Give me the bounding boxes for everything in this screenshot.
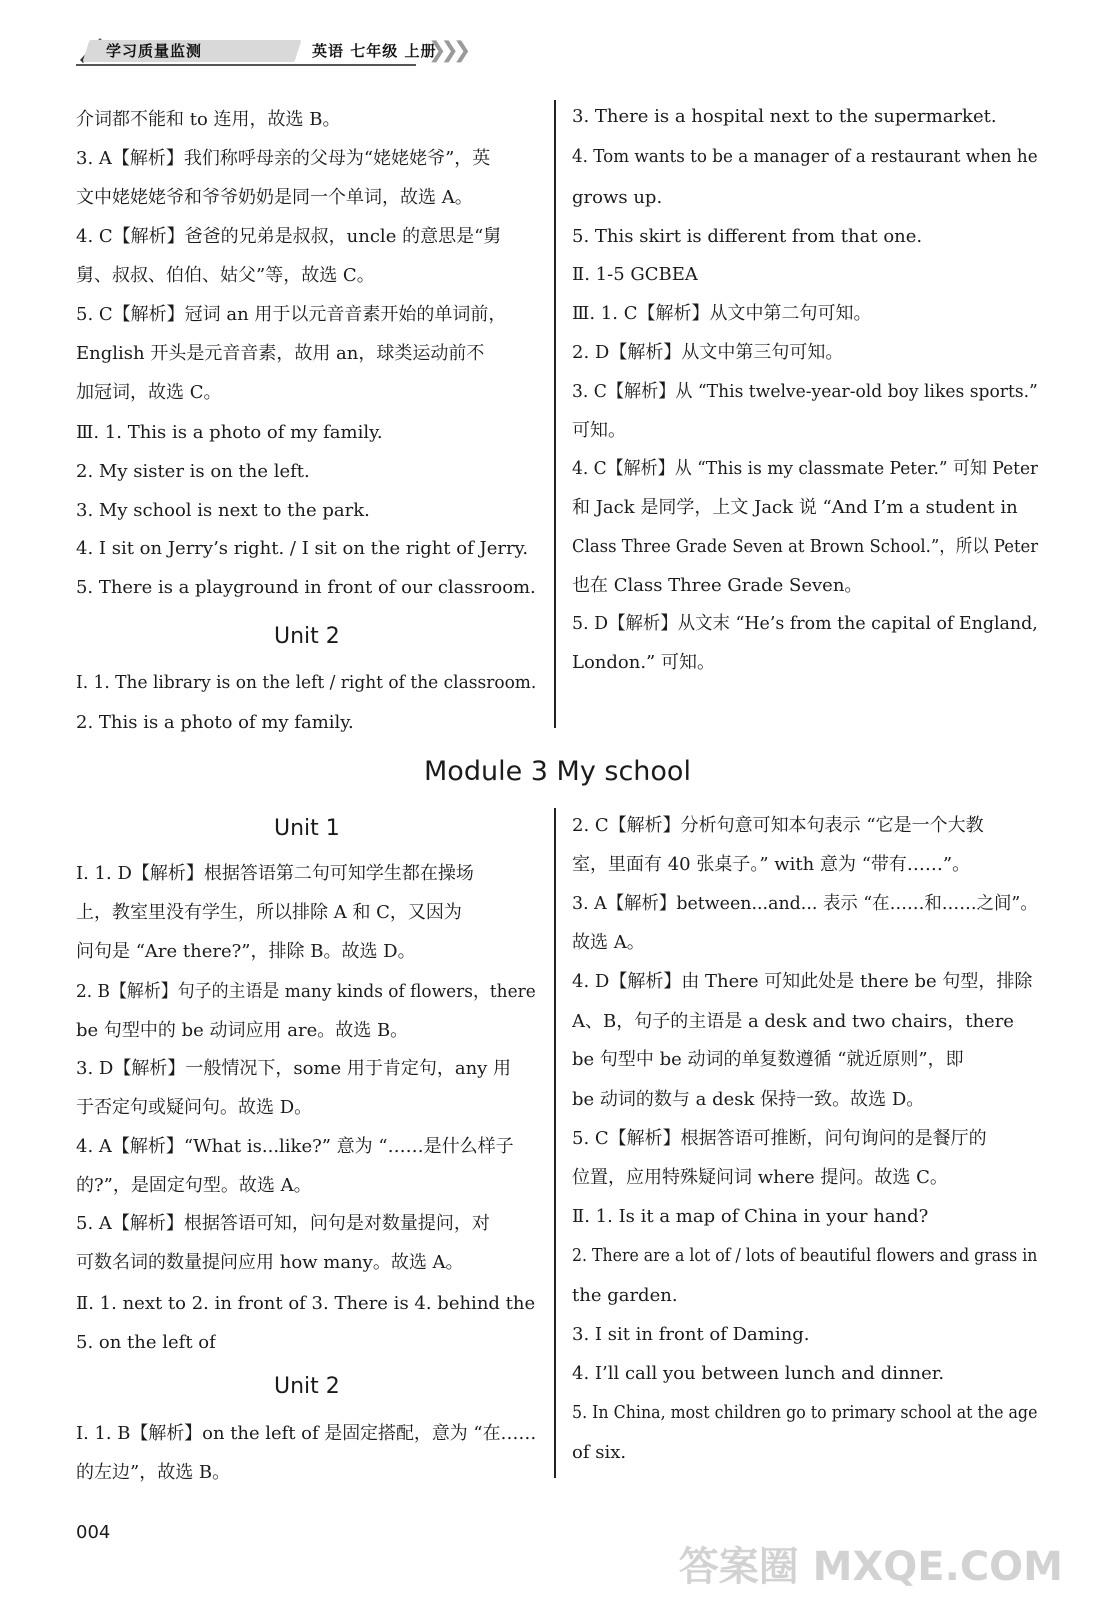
answer-line: London.” 可知。 [572, 652, 715, 673]
answer-line: English 开头是元音音素，故用 an，球类运动前不 [76, 343, 485, 364]
answer-line: 3. There is a hospital next to the supermarket. [572, 106, 997, 127]
page-number: 004 [76, 1522, 111, 1543]
answer-line: 和 Jack 是同学，上文 Jack 说 “And I’m a student in [572, 497, 1018, 518]
answer-line: be 动词的数与 a desk 保持一致。故选 D。 [572, 1089, 925, 1110]
unit-1-heading: Unit 1 [274, 816, 340, 841]
answer-line: 5. This skirt is different from that one. [572, 226, 923, 247]
watermark-logo: 答案圈 MXQE.COM [678, 1544, 1063, 1590]
answer-line: 故选 A。 [572, 932, 645, 953]
answer-line: 的左边”，故选 B。 [76, 1462, 231, 1483]
unit-2-heading-lower: Unit 2 [274, 1374, 340, 1399]
series-label: 学习质量监测 [106, 42, 203, 60]
answer-line: Ⅲ. 1. C【解析】从文中第二句可知。 [572, 303, 872, 324]
answer-line: 问句是 “Are there?”，排除 B。故选 D。 [76, 941, 416, 962]
subject-label: 英语 七年级 上册 [312, 42, 437, 60]
answer-line: 4. I’ll call you between lunch and dinner. [572, 1363, 945, 1384]
answer-line: 4. C【解析】从 “This is my classmate Peter.” 可知 Peter [572, 458, 1039, 479]
answer-line: 4. I sit on Jerry’s right. / I sit on the right of Jerry. [76, 538, 529, 559]
answer-line: Class Three Grade Seven at Brown School.”，所以 Peter [572, 536, 1039, 557]
column-divider-bottom [554, 808, 556, 1478]
answer-line: Ⅱ. 1. next to 2. in front of 3. There is 4. behind the [76, 1293, 536, 1314]
answer-line: Ⅱ. 1-5 GCBEA [572, 264, 698, 285]
answer-line: 5. In China, most children go to primary school at the age [572, 1402, 1038, 1423]
answer-line: 2. There are a lot of / lots of beautiful flowers and grass in [572, 1245, 1038, 1266]
answer-line: 5. D【解析】从文末 “He’s from the capital of England, [572, 613, 1038, 634]
answer-line: 3. A【解析】between...and... 表示 “在……和……之间”。 [572, 893, 1038, 914]
answer-line: 可数名词的数量提问应用 how many。故选 A。 [76, 1252, 464, 1273]
answer-line: 4. D【解析】由 There 可知此处是 there be 句型，排除 [572, 971, 1033, 992]
answer-line: 的?”，是固定句型。故选 A。 [76, 1175, 312, 1196]
answer-line: 3. I sit in front of Daming. [572, 1324, 810, 1345]
answer-line: 2. D【解析】从文中第三句可知。 [572, 342, 844, 363]
answer-line: 5. C【解析】根据答语可推断，问句询问的是餐厅的 [572, 1128, 987, 1149]
answer-line: 室，里面有 40 张桌子。” with 意为 “带有……”。 [572, 854, 971, 875]
answer-line: 5. C【解析】冠词 an 用于以元音音素开始的单词前， [76, 304, 507, 325]
answer-line: of six. [572, 1442, 627, 1463]
answer-line: 3. A【解析】我们称呼母亲的父母为“姥姥姥爷”，英 [76, 148, 491, 169]
answer-line: 可知。 [572, 420, 626, 441]
column-divider-top [554, 100, 556, 728]
answer-line: 2. B【解析】句子的主语是 many kinds of flowers，there [76, 981, 536, 1002]
answer-line: 舅、叔叔、伯伯、姑父”等，故选 C。 [76, 265, 375, 286]
answer-line: 于否定句或疑问句。故选 D。 [76, 1097, 313, 1118]
answer-line: A、B，句子的主语是 a desk and two chairs，there [572, 1011, 1014, 1032]
module-title: Module 3 My school [424, 756, 691, 787]
answer-line: grows up. [572, 187, 663, 208]
chevron-right-icon: ❯❯❯ [428, 38, 466, 63]
answer-line: Ⅰ. 1. B【解析】on the left of 是固定搭配，意为 “在…… [76, 1423, 537, 1444]
answer-line: Ⅰ. 1. The library is on the left / right of the classroom. [76, 672, 537, 693]
answer-line: Ⅲ. 1. This is a photo of my family. [76, 422, 383, 443]
series-badge [82, 40, 301, 62]
answer-line: 5. A【解析】根据答语可知，问句是对数量提问，对 [76, 1213, 490, 1234]
answer-line: 4. A【解析】“What is...like?” 意为 “……是什么样子 [76, 1136, 514, 1157]
answer-line: 4. Tom wants to be a manager of a restaurant when he [572, 146, 1038, 167]
answer-line: 3. D【解析】一般情况下，some 用于肯定句，any 用 [76, 1058, 512, 1079]
answer-line: Ⅰ. 1. D【解析】根据答语第二句可知学生都在操场 [76, 863, 474, 884]
answer-line: 2. My sister is on the left. [76, 461, 310, 482]
answer-line: 3. C【解析】从 “This twelve-year-old boy likes sports.” [572, 381, 1038, 402]
answer-line: 3. My school is next to the park. [76, 500, 370, 521]
answer-line: 文中姥姥姥爷和爷爷奶奶是同一个单词，故选 A。 [76, 187, 473, 208]
answer-line: 上，教室里没有学生，所以排除 A 和 C，又因为 [76, 902, 462, 923]
header-rule [76, 64, 416, 66]
answer-line: 5. There is a playground in front of our classroom. [76, 577, 536, 598]
answer-line: be 句型中 be 动词的单复数遵循 “就近原则”，即 [572, 1049, 964, 1070]
unit-2-heading: Unit 2 [274, 624, 340, 649]
answer-line: be 句型中的 be 动词应用 are。故选 B。 [76, 1020, 409, 1041]
answer-line: 也在 Class Three Grade Seven。 [572, 575, 863, 596]
answer-line: 2. C【解析】分析句意可知本句表示 “它是一个大教 [572, 815, 984, 836]
answer-line: 位置，应用特殊疑问词 where 提问。故选 C。 [572, 1167, 948, 1188]
answer-line: Ⅱ. 1. Is it a map of China in your hand? [572, 1206, 929, 1227]
answer-line: 5. on the left of [76, 1332, 216, 1353]
answer-line: 2. This is a photo of my family. [76, 712, 354, 733]
answer-line: the garden. [572, 1285, 678, 1306]
answer-line: 4. C【解析】爸爸的兄弟是叔叔，uncle 的意思是“舅 [76, 226, 502, 247]
answer-line: 加冠词，故选 C。 [76, 382, 222, 403]
answer-line: 介词都不能和 to 连用，故选 B。 [76, 109, 341, 130]
page-header [76, 34, 466, 68]
